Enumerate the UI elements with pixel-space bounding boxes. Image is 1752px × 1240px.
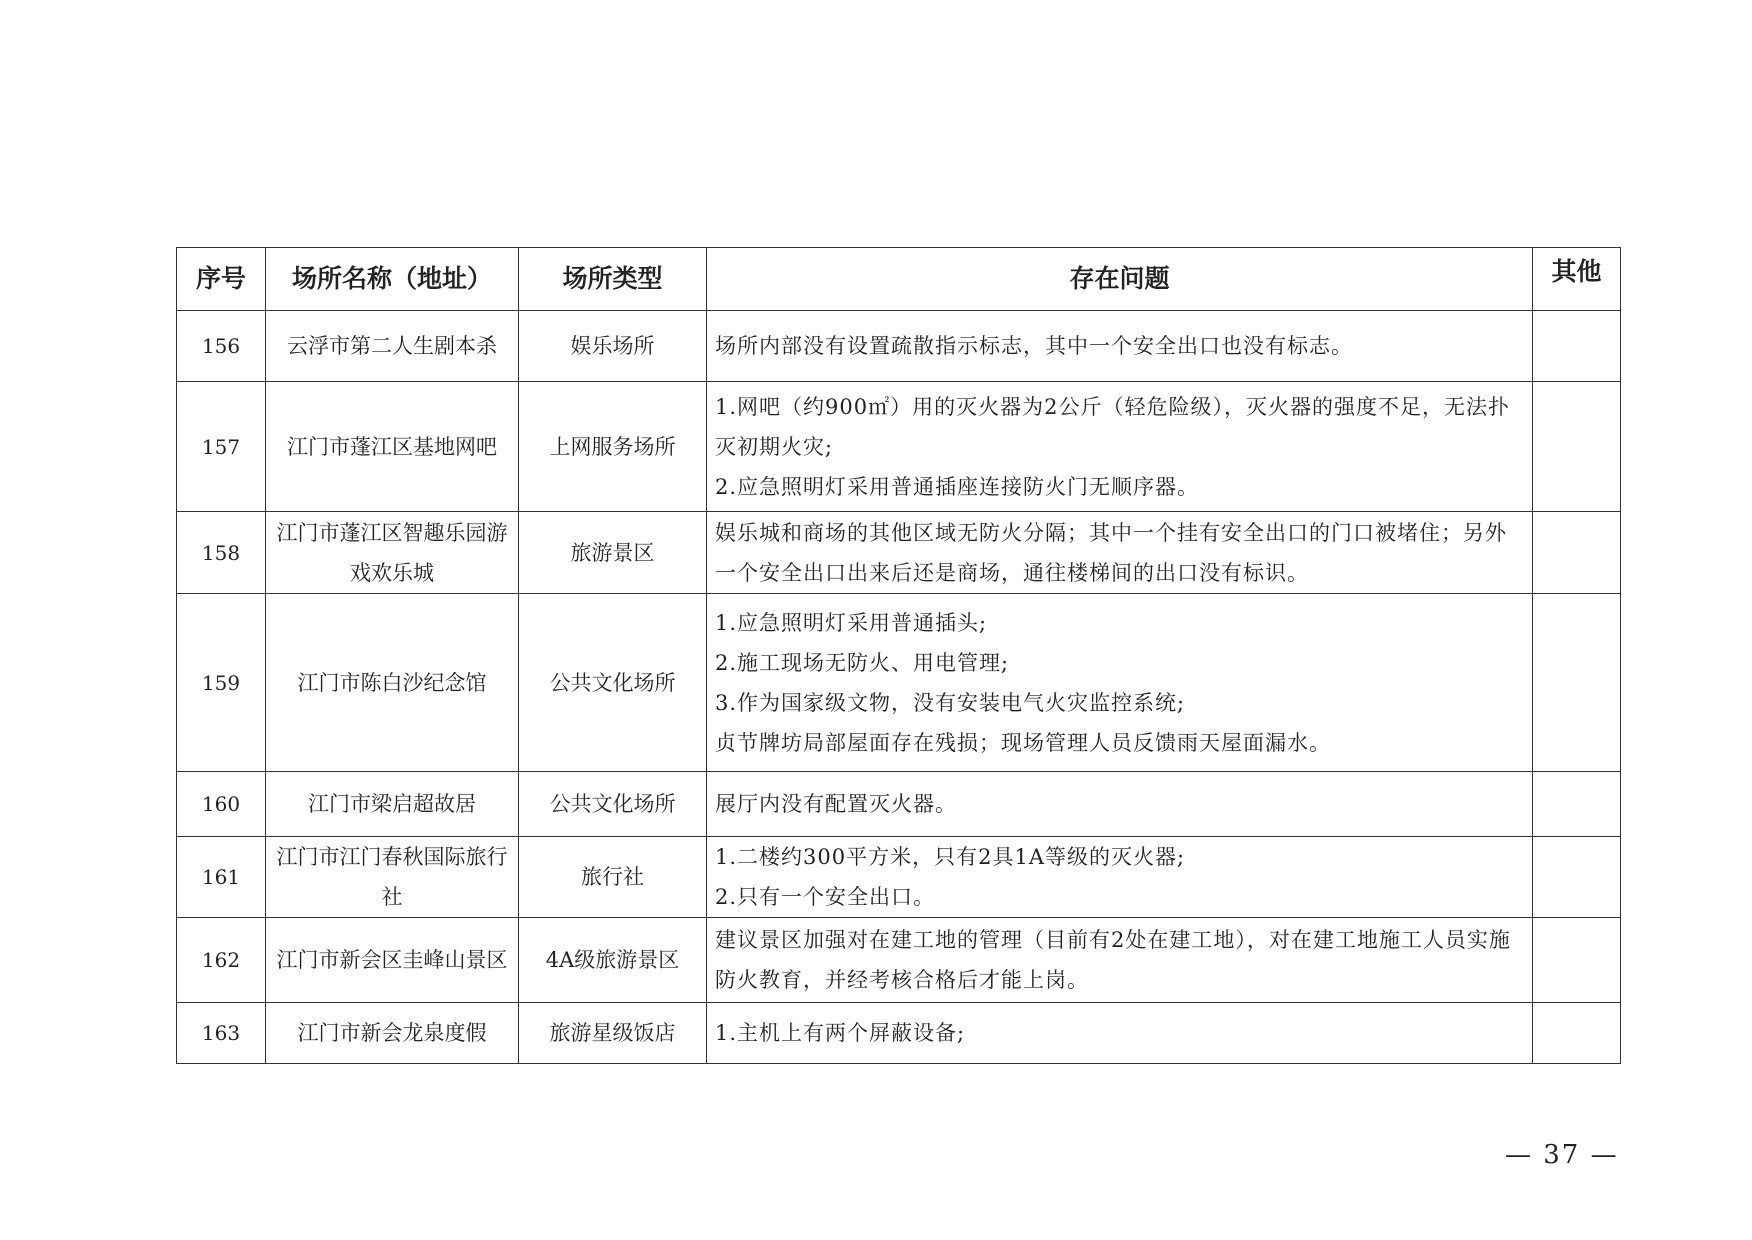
place-type: 娱乐场所: [519, 311, 707, 382]
header-name: 场所名称（地址）: [266, 248, 519, 311]
table-row: [177, 512, 1621, 594]
place-type: 公共文化场所: [519, 772, 707, 837]
table-row: [177, 1003, 1621, 1064]
place-type: 公共文化场所: [519, 594, 707, 772]
table-row: [177, 311, 1621, 382]
place-type: 旅游景区: [519, 512, 707, 594]
table-row: [177, 772, 1621, 837]
other-cell: [1533, 311, 1621, 382]
place-name: 江门市蓬江区基地网吧: [266, 382, 519, 512]
place-name: 云浮市第二人生剧本杀: [266, 311, 519, 382]
issue-line: 建议景区加强对在建工地的管理（目前有2处在建工地），对在建工地施工人员实施防火教育，并经考核合格后才能上岗。: [715, 928, 1511, 992]
other-cell: [1533, 918, 1621, 1003]
table-row: [177, 382, 1621, 512]
issue-line: 展厅内没有配置灭火器。: [715, 792, 957, 816]
issue-line: 1.主机上有两个屏蔽设备;: [715, 1021, 966, 1045]
header-issues: 存在问题: [707, 248, 1533, 311]
issue-line: 1.二楼约300平方米，只有2具1A等级的灭火器;: [715, 845, 1186, 869]
row-number: 162: [177, 918, 266, 1003]
issue-line: 贞节牌坊局部屋面存在残损；现场管理人员反馈雨天屋面漏水。: [715, 730, 1331, 755]
other-cell: [1533, 772, 1621, 837]
issues-cell: [707, 311, 1533, 382]
other-cell: [1533, 512, 1621, 594]
place-name: 江门市梁启超故居: [266, 772, 519, 837]
table-row: [177, 837, 1621, 918]
row-number: 163: [177, 1003, 266, 1064]
place-name: 江门市新会龙泉度假: [266, 1003, 519, 1064]
table-row: [177, 918, 1621, 1003]
header-no: 序号: [177, 248, 266, 311]
table-header-row: [177, 248, 1621, 311]
other-cell: [1533, 594, 1621, 772]
header-other: 其他: [1533, 248, 1621, 311]
other-cell: [1533, 382, 1621, 512]
issue-line: 1.网吧（约900㎡）用的灭火器为2公斤（轻危险级），灭火器的强度不足，无法扑灭初期火灾;: [715, 394, 1510, 459]
header-type: 场所类型: [519, 248, 707, 311]
other-cell: [1533, 1003, 1621, 1064]
row-number: 158: [177, 512, 266, 594]
place-name: 江门市蓬江区智趣乐园游戏欢乐城: [266, 512, 519, 594]
place-name: 江门市江门春秋国际旅行社: [266, 837, 519, 918]
issue-line: 1.应急照明灯采用普通插头;: [715, 610, 988, 635]
issue-line: 2.只有一个安全出口。: [715, 885, 936, 909]
issues-cell: [707, 594, 1533, 772]
issue-line: 场所内部没有设置疏散指示标志，其中一个安全出口也没有标志。: [715, 334, 1353, 358]
other-cell: [1533, 837, 1621, 918]
place-type: 4A级旅游景区: [519, 918, 707, 1003]
issues-cell: [707, 382, 1533, 512]
issues-cell: [707, 1003, 1533, 1064]
issue-line: 2.应急照明灯采用普通插座连接防火门无顺序器。: [715, 474, 1200, 499]
table-row: [177, 594, 1621, 772]
row-number: 159: [177, 594, 266, 772]
issue-line: 2.施工现场无防火、用电管理;: [715, 650, 1010, 675]
place-name: 江门市新会区圭峰山景区: [266, 918, 519, 1003]
page-number: — 37 —: [1505, 1140, 1619, 1170]
issues-cell: [707, 837, 1533, 918]
place-name: 江门市陈白沙纪念馆: [266, 594, 519, 772]
issues-cell: [707, 772, 1533, 837]
issues-table: [176, 247, 1621, 1064]
row-number: 157: [177, 382, 266, 512]
issue-line: 娱乐城和商场的其他区域无防火分隔；其中一个挂有安全出口的门口被堵住；另外一个安全出口出来后还是商场，通往楼梯间的出口没有标识。: [715, 520, 1507, 585]
row-number: 156: [177, 311, 266, 382]
row-number: 161: [177, 837, 266, 918]
issues-cell: [707, 512, 1533, 594]
row-number: 160: [177, 772, 266, 837]
issues-cell: [707, 918, 1533, 1003]
place-type: 旅行社: [519, 837, 707, 918]
place-type: 旅游星级饭店: [519, 1003, 707, 1064]
issue-line: 3.作为国家级文物，没有安装电气火灾监控系统;: [715, 690, 1186, 715]
place-type: 上网服务场所: [519, 382, 707, 512]
